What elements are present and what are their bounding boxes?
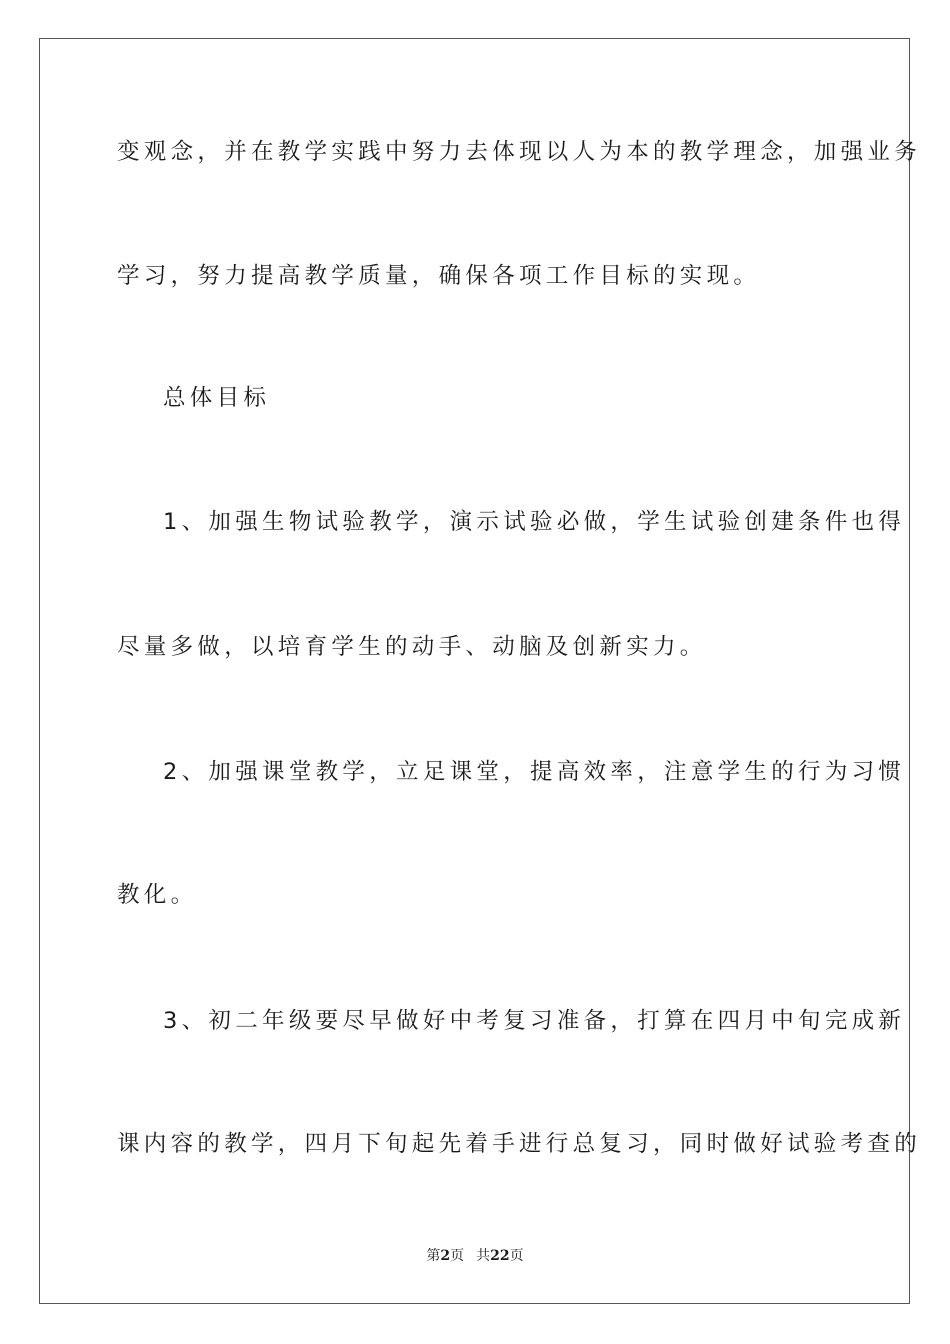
current-page-number: 2 — [440, 1248, 451, 1264]
list-item-2-line: 教化。 — [117, 882, 198, 908]
page-footer — [0, 1246, 950, 1266]
page-prefix: 第 — [426, 1248, 441, 1264]
total-suffix: 页 — [509, 1248, 524, 1264]
page-border — [39, 38, 910, 1304]
page-number-label — [426, 1248, 464, 1264]
list-item-1-line: 尽量多做，以培育学生的动手、动脑及创新实力。 — [117, 634, 707, 660]
section-heading: 总体目标 — [163, 385, 271, 411]
list-item-3-line: 课内容的教学，四月下旬起先着手进行总复习，同时做好试验考查的 — [117, 1131, 922, 1157]
total-prefix: 共 — [476, 1248, 491, 1264]
list-item-3-line: 3、初二年级要尽早做好中考复习准备，打算在四月中旬完成新 — [163, 1008, 906, 1034]
paragraph-line: 学习，努力提高教学质量，确保各项工作目标的实现。 — [117, 263, 761, 289]
paragraph-line: 变观念，并在教学实践中努力去体现以人为本的教学理念，加强业务 — [117, 139, 922, 165]
page-suffix: 页 — [450, 1248, 465, 1264]
list-item-2-line: 2、加强课堂教学，立足课堂，提高效率，注意学生的行为习惯 — [163, 759, 906, 785]
total-page-number: 22 — [490, 1248, 510, 1264]
list-item-1-line: 1、加强生物试验教学，演示试验必做，学生试验创建条件也得 — [163, 509, 906, 535]
total-pages-label — [476, 1248, 523, 1264]
